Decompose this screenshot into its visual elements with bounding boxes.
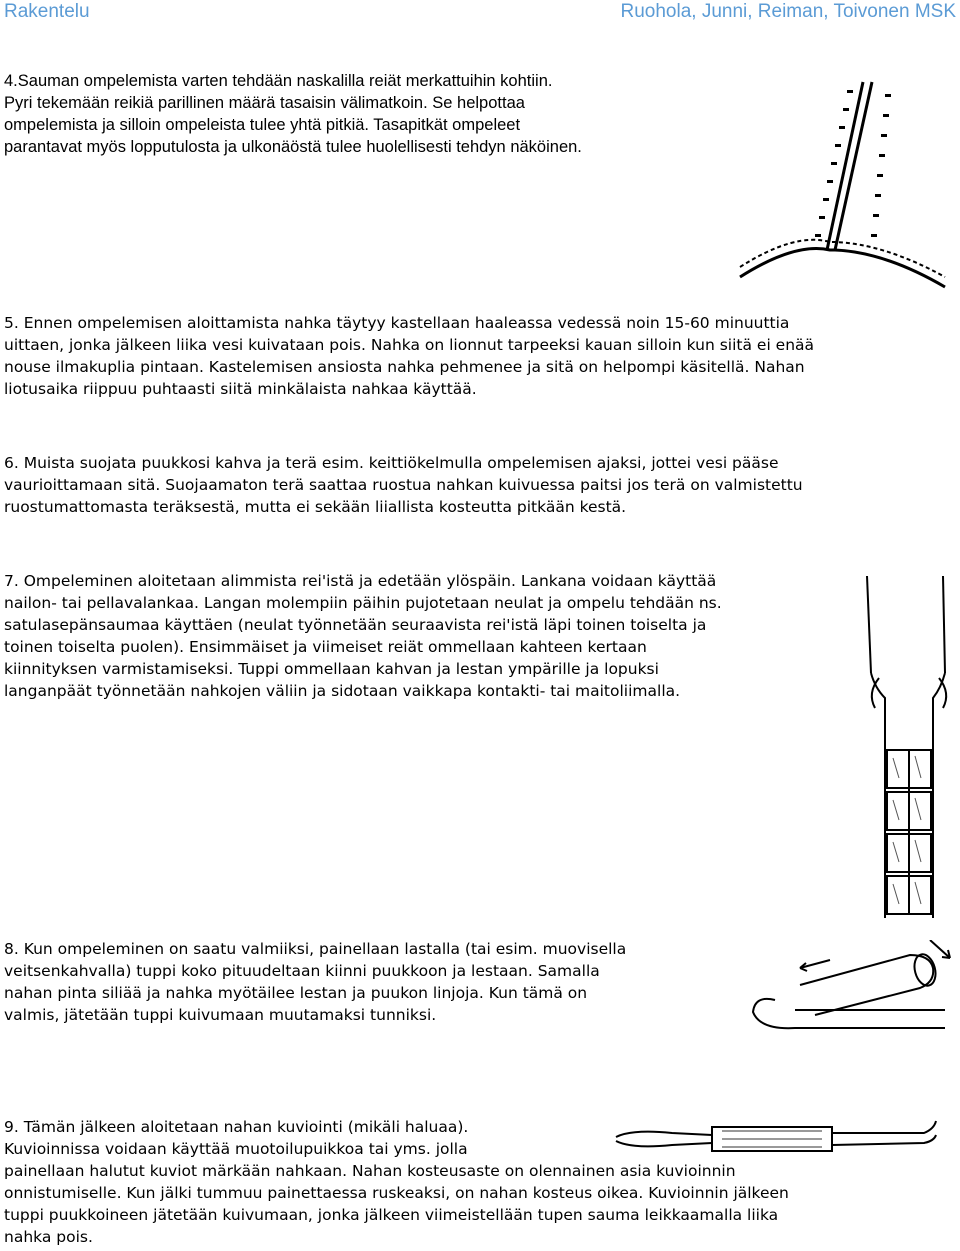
- paragraph-step-8: 8. Kun ompeleminen on saatu valmiiksi, painellaan lastalla (tai esim. muovisella veitsenkahvalla) tuppi koko pituudeltaan kiinni puukkoon ja lestaan. Samalla nahan pinta siliää ja nahka myötäilee lestan ja puukon linjoja. Kun tämä on valmis, jätetään tuppi kuivumaan muutamaksi tunniksi.: [4, 940, 627, 1024]
- modelling-tool-illustration: [612, 1115, 942, 1161]
- paragraph-step-5: 5. Ennen ompelemisen aloittamista nahka täytyy kastellaan haaleassa vedessä noin 15-60 minuuttia uittaen, jonka jälkeen liika vesi kuivataan pois. Nahka on lionnut tarpeeksi kauan silloin kun siitä ei enää nouse ilmakuplia pintaan. Kastelemisen ansiosta nahka pehmenee ja sitä on helpompi käsitellä. Nahan liotusaika riippuu puhtaasti siitä minkälaista nahkaa käyttää.: [4, 314, 815, 398]
- paragraph-step-9-part-1: 9. Tämän jälkeen aloitetaan nahan kuviointi (mikäli haluaa). Kuvioinnissa voidaan käyttää muotoilupuikkoa tai yms. jolla: [4, 1118, 469, 1158]
- saddle-stitch-illustration: [845, 568, 960, 938]
- header-right: Ruohola, Junni, Reiman, Toivonen MSK: [620, 1, 956, 22]
- paragraph-step-7: 7. Ompeleminen aloitetaan alimmista rei'istä ja edetään ylöspäin. Lankana voidaan käyttää nailon- tai pellavalankaa. Langan molempiin päihin pujotetaan neulat ja ompelu tehdään ns. satulasepänsaumaa käyttäen (neulat työnnetään seuraavista rei'istä läpi toinen toiselta ja toinen toiselta puolen). Ensimmäiset ja viimeiset reiät ommellaan kahteen kertaan kiinnityksen varmistamiseksi. Tuppi ommellaan kahvan ja lestan ympärille ja lopuksi langanpäät työnnetään nahkojen väliin ja sidotaan vaikkapa kontakti- tai maitoliimalla.: [4, 572, 722, 700]
- header-left: Rakentelu: [4, 1, 90, 22]
- pressing-sheath-illustration: [735, 940, 955, 1040]
- seam-holes-illustration: [735, 72, 955, 302]
- paragraph-step-4: 4.Sauman ompelemista varten tehdään naskalilla reiät merkattuihin kohtiin. Pyri tekemään reikiä parillinen määrä tasaisin välimatkoin. Se helpottaa ompelemista ja silloin ompeleista tulee yhtä pitkiä. Tasapitkät ompeleet parantavat myös lopputulosta ja ulkonäöstä tulee huolellisesti tehdyn näköinen.: [4, 72, 582, 156]
- paragraph-step-6: 6. Muista suojata puukkosi kahva ja terä esim. keittiökelmulla ompelemisen ajaksi, jottei vesi pääse vaurioittamaan sitä. Suojaamaton terä saattaa ruostua nahkan kuivuessa paitsi jos terä on valmistettu ruostumattomasta teräksestä, mutta ei sekään liiallista kosteutta pitkään kestä.: [4, 454, 803, 516]
- paragraph-step-9-part-2: painellaan halutut kuviot märkään nahkaan. Nahan kosteusaste on olennainen asia kuvioinnin onnistumiselle. Kun jälki tummuu painettaessa ruskeaksi, on nahan kosteus oikea. Kuvioinnin jälkeen tuppi puukkoineen jätetään kuivumaan, jonka jälkeen viimeistellään tupen sauma leikkaamalla liika nahka pois.: [4, 1162, 789, 1246]
